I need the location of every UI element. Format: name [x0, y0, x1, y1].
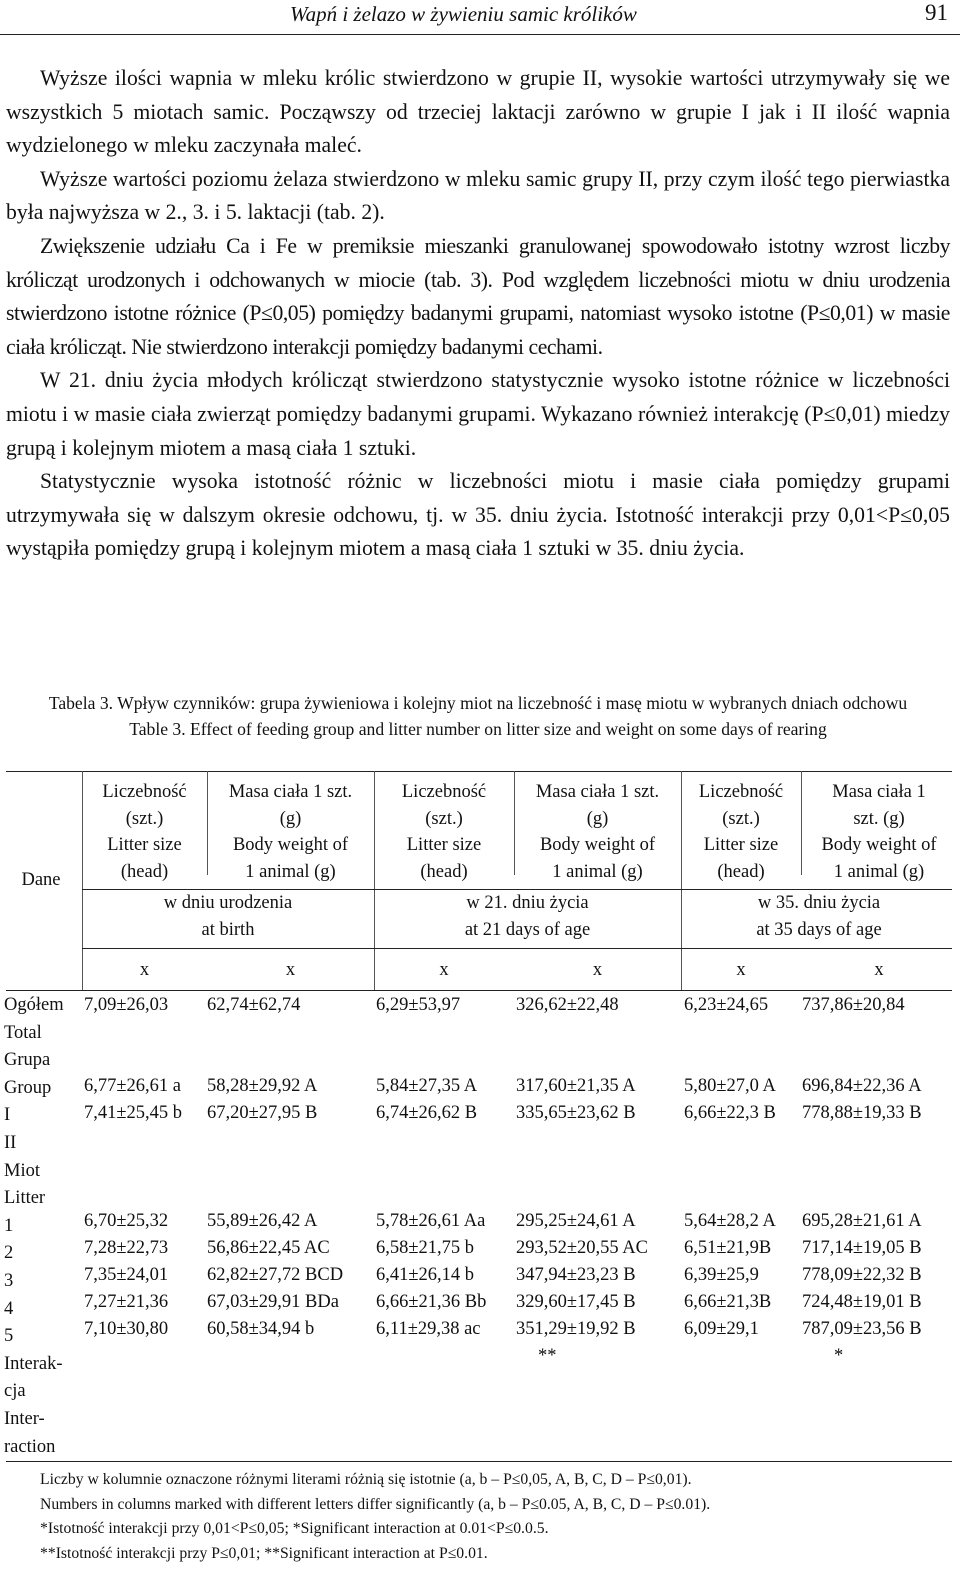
- body-text: [6, 62, 950, 566]
- period-header: w dniu urodzenia at birth: [163, 893, 293, 940]
- table-caption: [12, 690, 944, 742]
- running-title: Wapń i żelazo w żywieniu samic królików: [290, 2, 637, 26]
- table-column: 7,09±26,03 6,77±26,61 a 7,41±25,45 b 6,70±25,32 7,28±22,73 7,35±24,01 7,27±21,36 7,10±30,80: [84, 995, 183, 1339]
- paragraph: W 21. dniu życia młodych królicząt stwierdzono statystycznie wysoko istotne różnice w liczebności miotu i w masie ciała zwierząt pomiędzy badanymi grupami. Wykazano również interakcję (P≤0,01) miedzy grupą i kolejnym miotem a masą ciała 1 sztuki.: [6, 368, 950, 460]
- paragraph: Wyższe ilości wapnia w mleku królic stwierdzono w grupie II, wysokie wartości utrzymywały się we wszystkich 5 miotach samic. Począwszy od trzeciej laktacji zarówno w grupie I jak i II ilość wapnia wydzielonego w mleku zaczynała maleć.: [6, 66, 950, 158]
- running-header: [0, 0, 960, 35]
- paragraph: Statystycznie wysoka istotność różnic w liczebności miotu i masie ciała pomiędzy grupami utrzymywała się w dalszym okresie odchowu, tj. w 35. dniu życia. Istotność interakcji przy 0,01<P≤0,05 wystąpiła pomiędzy grupą i kolejnym miotem a masą ciała 1 sztuki w 35. dniu życia.: [6, 469, 950, 561]
- table-bottom-rule: [6, 1461, 952, 1462]
- table-column: 326,62±22,48 317,60±21,35 A 335,65±23,62 B 295,25±24,61 A 293,52±20,55 AC 347,94±23,23 B 329,60±17,45 B 351,29±19,92 B **: [516, 995, 648, 1366]
- header-bottom-rule: [6, 990, 952, 991]
- note: *Istotność interakcji przy 0,01<P≤0,05; *Significant interaction at 0.01<P≤0.0.5.: [40, 1520, 549, 1537]
- table-notes: [40, 1468, 710, 1566]
- header-rule: [82, 948, 952, 949]
- note: Numbers in columns marked with different letters differ significantly (a, b – P≤0.05, A, B, C, D – P≤0.01).: [40, 1495, 711, 1513]
- mean-symbol: x: [139, 960, 150, 980]
- column-header: Masa ciała 1 szt. (g) Body weight of 1 animal (g): [535, 782, 660, 882]
- column-header: Liczebność (szt.) Litter size (head): [401, 782, 487, 882]
- table-column: 62,74±62,74 58,28±29,92 A 67,20±27,95 B 55,89±26,42 A 56,86±22,45 AC 62,82±27,72 BCD 67,03±29,91 BDa 60,58±34,94 b: [207, 995, 344, 1339]
- dane-label: Dane: [21, 870, 61, 890]
- table-top-rule: [6, 771, 952, 772]
- mean-symbol: x: [285, 960, 296, 980]
- period-header: w 35. dniu życia at 35 days of age: [756, 893, 882, 940]
- note: Liczby w kolumnie oznaczone różnymi literami różnią się istotnie (a, b – P≤0,05, A, B, C, D – P≤0,01).: [40, 1471, 692, 1488]
- mean-symbol: x: [736, 960, 746, 980]
- column-header: Liczebność (szt.) Litter size (head): [102, 782, 187, 882]
- column-header: Masa ciała 1 szt. (g) Body weight of 1 animal (g): [821, 782, 937, 882]
- table-column: 6,29±53,97 5,84±27,35 A 6,74±26,62 B 5,78±26,61 Aa 6,58±21,75 b 6,41±26,14 b 6,66±21,36 Bb 6,11±29,38 ac: [376, 995, 487, 1339]
- page-number: 91: [925, 0, 948, 25]
- caption-polish: Tabela 3. Wpływ czynników: grupa żywieniowa i kolejny miot na liczebność i masę miotu w wybranych dniach odchowu: [48, 693, 908, 713]
- caption-english: Table 3. Effect of feeding group and litter number on litter size and weight on some days of rearing: [129, 719, 827, 739]
- table-column: 737,86±20,84 696,84±22,36 A 778,88±19,33 B 695,28±21,61 A 717,14±19,05 B 778,09±22,32 B 724,48±19,01 B 787,09±23,56 B *: [802, 995, 922, 1366]
- paragraph: Wyższe wartości poziomu żelaza stwierdzono w mleku samic grupy II, przy czym ilość tego pierwiastka była najwyższa w 2., 3. i 5. laktacji (tab. 2).: [6, 166, 950, 225]
- period-header: w 21. dniu życia at 21 days of age: [464, 893, 591, 940]
- mean-symbol: x: [592, 960, 603, 980]
- column-header: Masa ciała 1 szt. (g) Body weight of 1 animal (g): [228, 782, 353, 882]
- column-header: Liczebność (szt.) Litter size (head): [698, 782, 784, 882]
- note: **Istotność interakcji przy P≤0,01; **Significant interaction at P≤0.01.: [40, 1544, 488, 1562]
- row-labels: Ogółem Total Grupa Group I II Miot Litter 1 2 3 4 5 Interak- cja Inter- raction: [4, 995, 64, 1457]
- paragraph: Zwiększenie udziału Ca i Fe w premiksie mieszanki granulowanej spowodowało istotny wzrost liczby królicząt urodzonych i odchowanych w miocie (tab. 3). Pod względem liczebności miotu w dniu urodzenia stwierdzono istotne różnice (P≤0,05) pomiędzy badanymi grupami, natomiast wysoko istotne (P≤0,01) w masie ciała królicząt. Nie stwierdzono interakcji pomiędzy badanymi cechami.: [6, 233, 950, 359]
- mean-symbol: x: [874, 960, 884, 980]
- mean-symbol: x: [439, 960, 449, 980]
- table-column: 6,23±24,65 5,80±27,0 A 6,66±22,3 B 5,64±28,2 A 6,51±21,9B 6,39±25,9 6,66±21,3B 6,09±29,1: [684, 995, 776, 1339]
